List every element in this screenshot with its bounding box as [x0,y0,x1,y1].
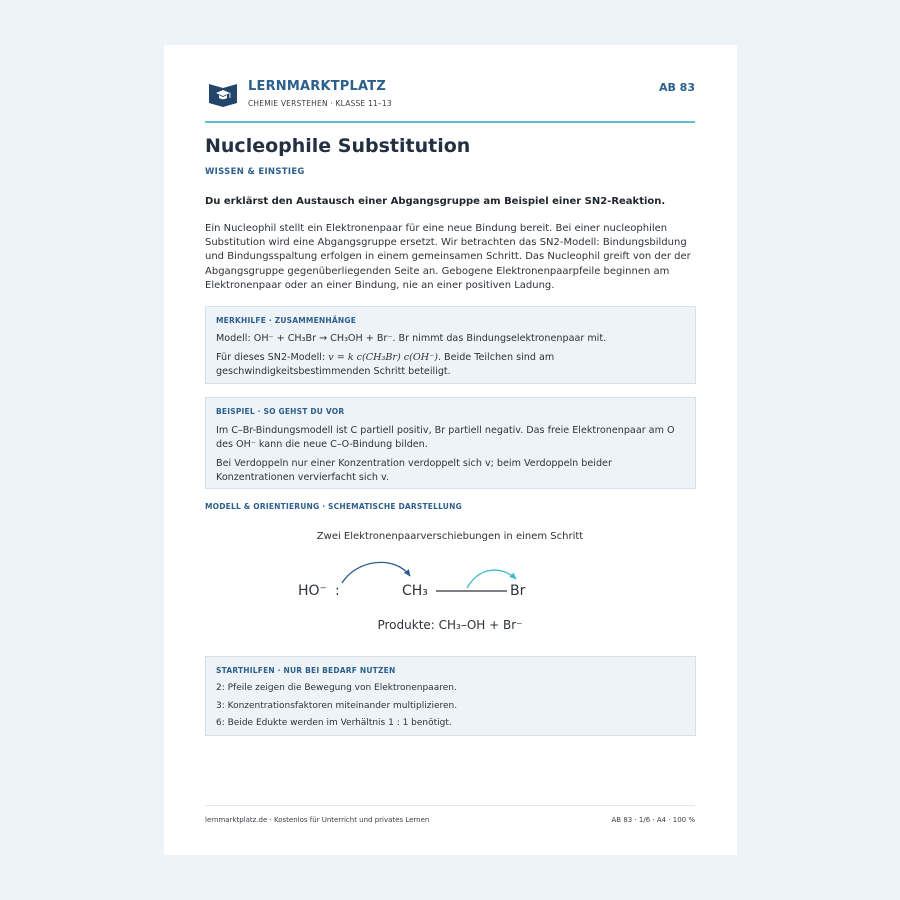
intro-line: Abgangsgruppe gegenüberliegenden Seite an. Gebogene Elektronenpaarpfeile beginnen am [205,265,670,277]
model-prefix: Modell: [216,333,254,344]
diagram-section-label: MODELL & ORIENTIERUNG · SCHEMATISCHE DARSTELLUNG [205,502,462,511]
merkhilfe-label: MERKHILFE · ZUSAMMENHÄNGE [216,316,357,325]
beispiel-line: Konzentrationen vervierfacht sich v. [216,472,389,483]
products-label: Produkte: CH₃–OH + Br⁻ [377,618,523,632]
bond-cleavage-arrow [467,570,516,588]
footer-divider [205,805,695,806]
rate-equation: v = k c(CH₃Br) c(OH⁻) [328,352,438,363]
hint-item: 3: Konzentrationsfaktoren miteinander multiplizieren. [216,701,458,711]
rate-prefix: Für dieses SN2-Modell: [216,352,329,363]
nucleophile-attack-arrow [342,562,410,583]
brand-subtitle: CHEMIE VERSTEHEN · KLASSE 11–13 [248,99,392,108]
model-suffix: . Br nimmt das Bindungselektronenpaar mit. [392,333,607,344]
beispiel-box [205,397,696,489]
starthilfen-box [205,656,696,736]
merkhilfe-rate-line-2: geschwindigkeitsbestimmenden Schritt beteiligt. [216,366,451,377]
carbon-group-label: CH₃ [402,583,428,599]
brand-name: LERNMARKTPLATZ [248,79,386,94]
intro-line: Ein Nucleophil stellt ein Elektronenpaar für eine neue Bindung bereit. Bei einer nucleophilen [205,223,668,234]
beispiel-line: Im C–Br-Bindungsmodell ist C partiell positiv, Br partiell negativ. Das freie Elektronenpaar am O [216,425,675,436]
footer-site: lernmarktplatz.de · Kostenlos für Unterricht und privates Lernen [205,816,430,824]
reaction-equation: OH⁻ + CH₃Br → CH₃OH + Br⁻ [253,333,393,344]
intro-paragraph [205,222,695,293]
diagram-caption: Zwei Elektronenpaarverschiebungen in einem Schritt [316,531,584,542]
beispiel-line: des OH⁻ kann die neue C–O-Bindung bilden. [216,439,428,450]
lead-sentence: Du erklärst den Austausch einer Abgangsgruppe am Beispiel einer SN2-Reaktion. [205,196,666,207]
beispiel-label: BEISPIEL · SO GEHST DU VOR [216,407,345,416]
mechanism-diagram [205,525,695,645]
book-cap-icon [208,81,238,107]
nucleophile-label: HO⁻ [298,583,327,599]
sheet-id: AB 83 [658,81,695,94]
hint-item: 6: Beide Edukte werden im Verhältnis 1 : 1 benötigt. [216,718,452,728]
intro-line: und Bindungsspaltung erfolgen in einem gemeinsamen Schritt. Das Nucleophil greift von der der [205,251,691,263]
hint-item: 2: Pfeile zeigen die Bewegung von Elektronenpaaren. [216,683,457,693]
beispiel-line: Bei Verdoppeln nur einer Konzentration verdoppelt sich v; beim Verdoppeln beider [216,458,612,469]
merkhilfe-box [205,306,696,384]
merkhilfe-model-line [216,332,686,346]
intro-line: Elektronenpaar oder an einer Bindung, nie an einer positiven Ladung. [205,279,555,291]
header-divider [205,121,695,123]
merkhilfe-rate-line [216,351,686,365]
lone-pair-label: : [335,583,340,599]
page-title: Nucleophile Substitution [205,135,471,157]
intro-line: Substitution wird eine Abgangsgruppe ersetzt. Wir betrachten das SN2-Modell: Bindungsbildung [205,237,687,249]
footer-page-info: AB 83 · 1/6 · A4 · 100 % [611,816,695,824]
rate-suffix: . Beide Teilchen sind am [437,352,555,363]
section-kicker: WISSEN & EINSTIEG [205,167,305,177]
worksheet-page [164,45,737,855]
starthilfen-label: STARTHILFEN · NUR BEI BEDARF NUTZEN [216,666,396,675]
leaving-group-label: Br [510,583,526,599]
